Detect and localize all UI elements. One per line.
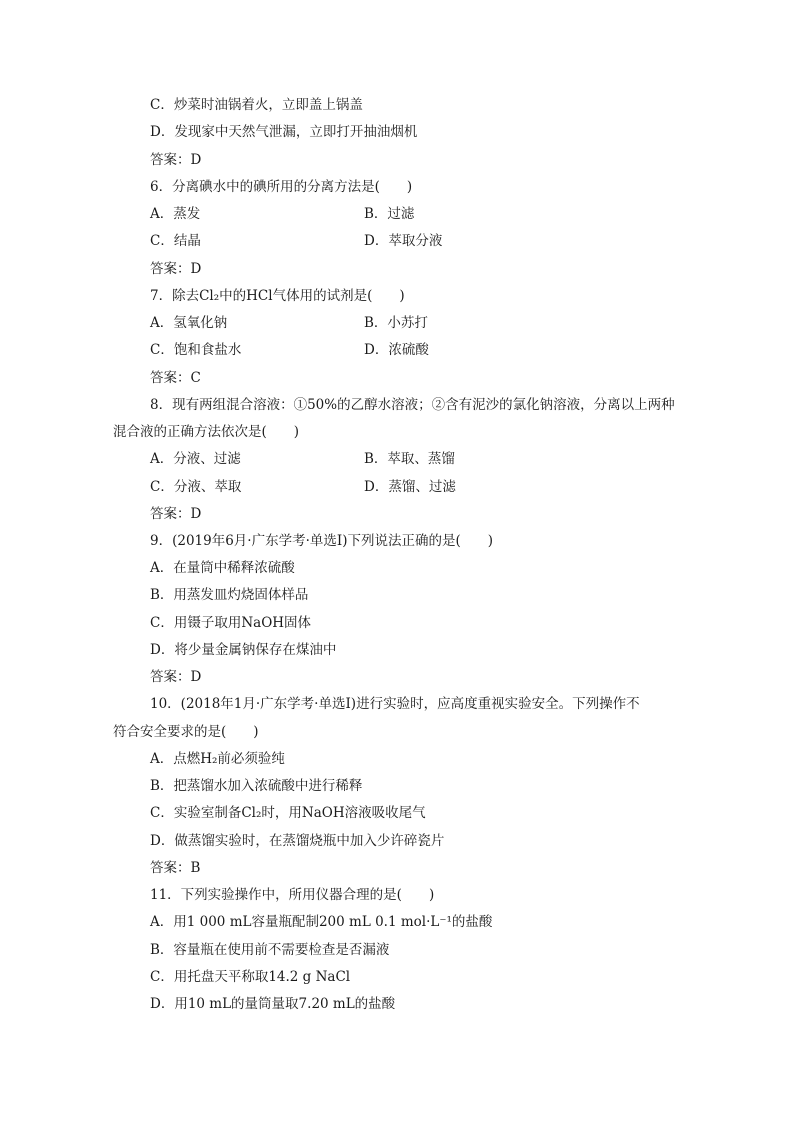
q6-option-c: C．结晶 [150,233,201,249]
q11-option-d: D．用10 mL的量筒量取7.20 mL的盐酸 [150,996,396,1012]
q11-stem: 11．下列实验操作中，所用仪器合理的是( ) [150,887,435,903]
q10-option-b: B．把蒸馏水加入浓硫酸中进行稀释 [150,778,363,794]
q8-option-b: B．萃取、蒸馏 [364,451,455,467]
q7-option-a: A．氢氧化钠 [150,315,228,331]
q10-option-c: C．实验室制备Cl₂时，用NaOH溶液吸收尾气 [150,805,426,821]
q9-stem: 9．(2019年6月·广东学考·单选Ⅰ)下列说法正确的是( ) [150,533,494,549]
q9-option-a: A．在量筒中稀释浓硫酸 [150,560,295,576]
q5-answer: 答案：D [150,152,202,168]
q9-answer: 答案：D [150,669,202,685]
q10-option-d: D．做蒸馏实验时，在蒸馏烧瓶中加入少许碎瓷片 [150,833,445,849]
q11-option-a: A．用1 000 mL容量瓶配制200 mL 0.1 mol·L⁻¹的盐酸 [150,914,493,930]
q8-option-a: A．分液、过滤 [150,451,241,467]
q7-answer: 答案：C [150,370,201,386]
q5-option-c: C．炒菜时油锅着火，立即盖上锅盖 [150,97,363,113]
q8-option-c: C．分液、萃取 [150,479,242,495]
q10-stem-line1: 10．(2018年1月·广东学考·单选Ⅰ)进行实验时，应高度重视实验安全。下列操作不 [150,696,640,712]
q8-answer: 答案：D [150,506,202,522]
q6-option-a: A．蒸发 [150,206,201,222]
q7-option-c: C．饱和食盐水 [150,342,242,358]
q7-option-d: D．浓硫酸 [364,342,429,358]
q10-answer: 答案：B [150,860,201,876]
q7-option-b: B．小苏打 [364,315,428,331]
q6-option-d: D．萃取分液 [364,233,443,249]
q6-option-b: B．过滤 [364,206,415,222]
q9-option-b: B．用蒸发皿灼烧固体样品 [150,587,309,603]
q9-option-c: C．用镊子取用NaOH固体 [150,615,312,631]
q11-option-c: C．用托盘天平称取14.2 g NaCl [150,969,351,985]
q8-option-d: D．蒸馏、过滤 [364,479,456,495]
q10-option-a: A．点燃H₂前必须验纯 [150,751,285,767]
q6-answer: 答案：D [150,261,202,277]
q6-stem: 6．分离碘水中的碘所用的分离方法是( ) [150,179,413,195]
q7-stem: 7．除去Cl₂中的HCl气体用的试剂是( ) [150,288,405,304]
q9-option-d: D．将少量金属钠保存在煤油中 [150,642,337,658]
q8-stem-line1: 8．现有两组混合溶液：①50%的乙醇水溶液；②含有泥沙的氯化钠溶液，分离以上两种 [150,397,675,413]
q11-option-b: B．容量瓶在使用前不需要检查是否漏液 [150,942,390,958]
q10-stem-line2: 符合安全要求的是( ) [113,724,259,740]
q5-option-d: D．发现家中天然气泄漏，立即打开抽油烟机 [150,124,418,140]
q8-stem-line2: 混合液的正确方法依次是( ) [113,424,300,440]
